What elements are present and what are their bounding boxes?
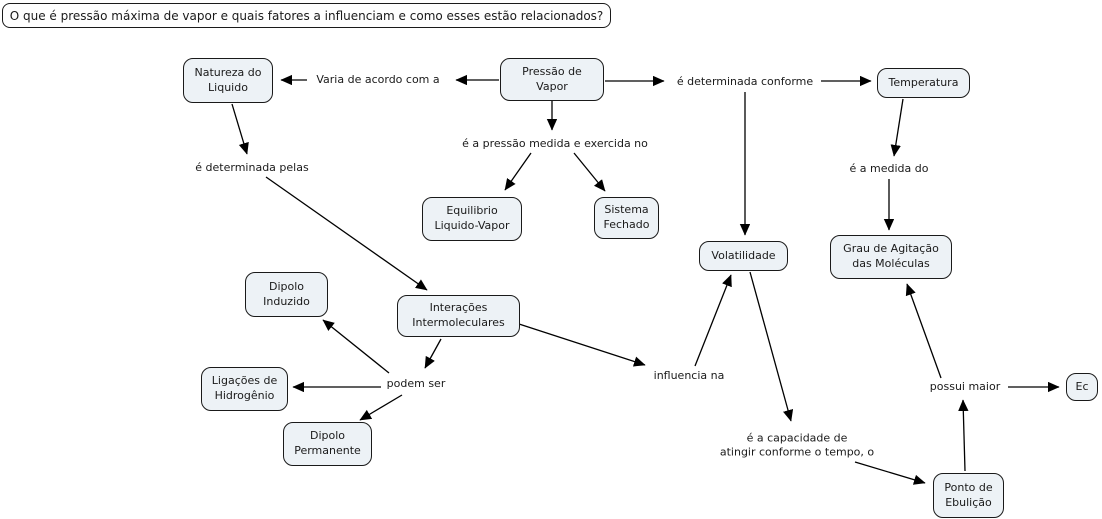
concept-node-volatilidade[interactable]: Volatilidade — [699, 241, 788, 271]
connector-medida-to-equilibrio — [505, 153, 531, 190]
connector-medida-to-sistema — [574, 153, 605, 191]
link-phrase-varia-de-acordo[interactable]: Varia de acordo com a — [316, 73, 440, 87]
link-phrase-e-a-medida-do[interactable]: é a medida do — [849, 162, 929, 176]
concept-node-dipolo-induzido[interactable]: Dipolo Induzido — [245, 272, 328, 317]
connector-capacidade-to-ponto — [855, 462, 925, 483]
concept-node-ponto-de-ebulicao[interactable]: Ponto de Ebulição — [933, 473, 1004, 518]
connector-temperatura-to-medida-do — [894, 99, 903, 156]
connector-influencia-to-volatilidade — [695, 275, 731, 366]
connector-interacoes-to-podem-ser — [425, 339, 441, 368]
link-phrase-e-determinada-conforme[interactable]: é determinada conforme — [676, 75, 814, 89]
concept-node-pressao-de-vapor[interactable]: Pressão de Vapor — [500, 58, 604, 101]
connector-ponto-to-possui — [963, 400, 965, 471]
focus-question-box[interactable]: O que é pressão máxima de vapor e quais fatores a influenciam e como esses estão relacionados? — [2, 3, 611, 28]
concept-node-ligacoes-de-hidrogenio[interactable]: Ligações de Hidrogênio — [201, 367, 288, 411]
connector-podem-ser-to-dipolo-induzido — [323, 320, 389, 373]
link-phrase-e-determinada-pelas[interactable]: é determinada pelas — [195, 161, 309, 175]
connector-podem-ser-to-dipolo-permanente — [360, 395, 402, 420]
link-phrase-e-a-pressao-medida[interactable]: é a pressão medida e exercida no — [462, 137, 648, 151]
concept-node-interacoes-intermoleculares[interactable]: Interações Intermoleculares — [397, 295, 520, 337]
connector-possui-to-grau — [907, 284, 941, 378]
connector-volatilidade-to-capacidade — [750, 272, 791, 421]
link-phrase-influencia-na[interactable]: influencia na — [653, 369, 725, 383]
concept-node-dipolo-permanente[interactable]: Dipolo Permanente — [283, 422, 372, 466]
concept-node-grau-de-agitacao[interactable]: Grau de Agitação das Moléculas — [830, 235, 952, 279]
link-phrase-podem-ser[interactable]: podem ser — [386, 377, 446, 391]
link-phrase-possui-maior[interactable]: possui maior — [929, 380, 1001, 394]
concept-node-natureza-do-liquido[interactable]: Natureza do Liquido — [183, 58, 273, 103]
link-phrase-e-a-capacidade[interactable]: é a capacidade de atingir conforme o tempo, o — [719, 431, 875, 458]
concept-node-temperatura[interactable]: Temperatura — [877, 68, 970, 98]
concept-node-sistema-fechado[interactable]: Sistema Fechado — [594, 197, 659, 239]
connector-interacoes-to-influencia — [519, 324, 645, 365]
connector-natureza-to-det-pelas — [232, 104, 247, 154]
concept-node-equilibrio-liquido-vapor[interactable]: Equilibrio Liquido-Vapor — [422, 197, 522, 241]
concept-node-ec[interactable]: Ec — [1066, 373, 1098, 401]
